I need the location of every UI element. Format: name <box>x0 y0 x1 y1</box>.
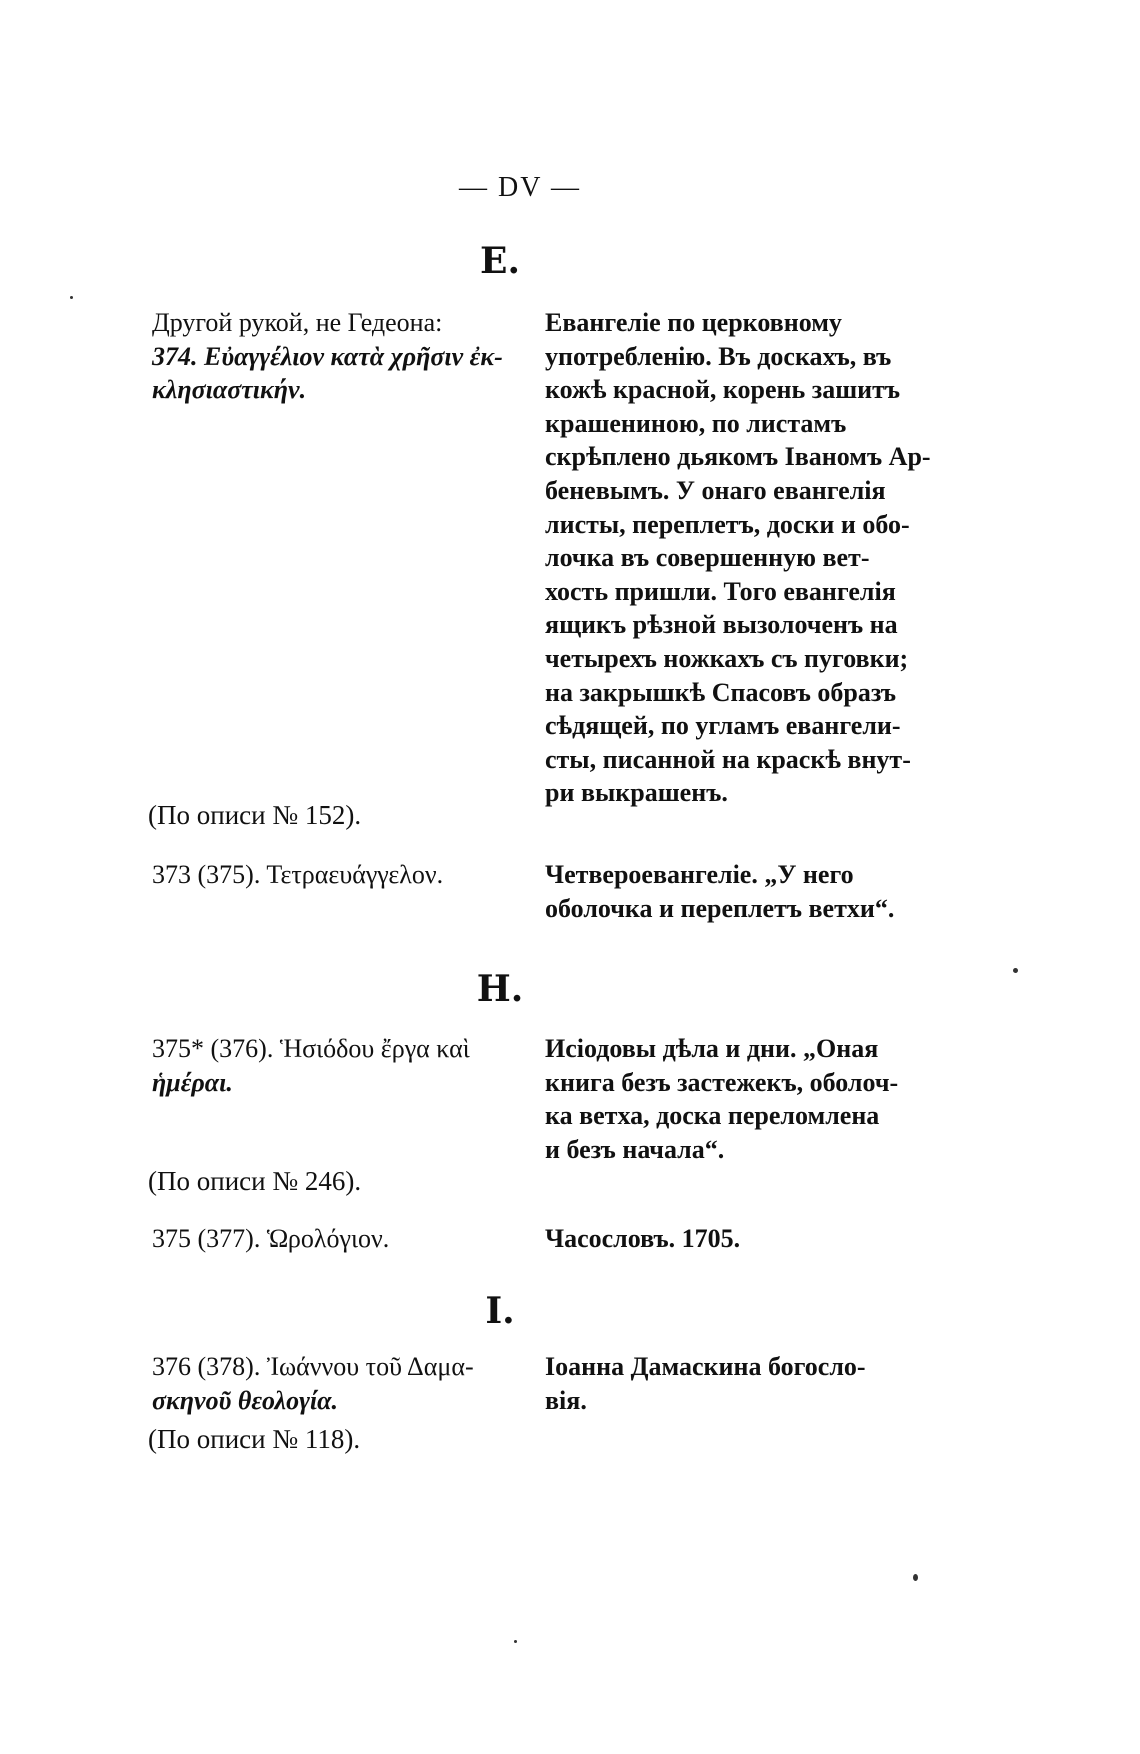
section-letter-e: E. <box>480 240 520 282</box>
text-line: ри выкрашенъ. <box>545 778 728 808</box>
entry-376-title <box>152 1350 522 1417</box>
entry-375-title <box>152 1222 522 1256</box>
entry-374-title <box>152 306 522 407</box>
greek-line: κλησιαστικήν. <box>152 375 307 405</box>
text-line: на закрышкѣ Спасовъ образъ <box>545 677 897 707</box>
ink-speck <box>70 296 73 299</box>
ink-speck <box>1013 968 1018 973</box>
inventory-reference: (По описи № 152). <box>148 800 362 830</box>
text-line: 375* (376). Ἡσιόδου ἔργα καὶ <box>152 1034 470 1063</box>
text-line: сѣдящей, по угламъ евангели- <box>545 711 901 741</box>
text-line: употребленію. Въ доскахъ, въ <box>545 341 892 371</box>
entry-375-star-description <box>545 1032 935 1166</box>
entry-375-description <box>545 1222 935 1256</box>
inventory-reference: (По описи № 118). <box>148 1424 361 1454</box>
text-line: кожѣ красной, корень зашитъ <box>545 375 901 405</box>
text-line: Іоанна Дамаскина богосло- <box>545 1352 866 1381</box>
text-line: скрѣплено дьякомъ Іваномъ Ар- <box>545 442 931 472</box>
text-line: Другой рукой, не Гедеона: <box>152 308 443 337</box>
text-line: хость пришли. Того евангелія <box>545 576 896 606</box>
text-line: лочка въ совершенную вет- <box>545 543 870 573</box>
text-line: сты, писанной на краскѣ внут- <box>545 744 911 774</box>
ink-speck <box>514 1640 517 1643</box>
entry-375-star-title <box>152 1032 522 1099</box>
text-line: ка ветха, доска переломлена <box>545 1101 880 1131</box>
inventory-reference: (По описи № 246). <box>148 1166 362 1196</box>
text-line: беневымъ. У онаго евангелія <box>545 475 886 505</box>
text-line: Исіодовы дѣла и дни. „Оная <box>545 1034 879 1063</box>
text-line: Четвероевангеліе. „У него <box>545 860 854 889</box>
entry-373-title <box>152 858 522 892</box>
text-line: Часословъ. 1705. <box>545 1224 741 1253</box>
text-line: вія. <box>545 1385 587 1415</box>
entry-373-description <box>545 858 935 925</box>
text-line: крашениною, по листамъ <box>545 408 847 438</box>
entry-374-description <box>545 306 935 810</box>
text-line: четырехъ ножкахъ съ пуговки; <box>545 643 909 673</box>
greek-line: 374. Εὐαγγέλιον κατὰ χρῆσιν ἐκ- <box>152 341 503 371</box>
entry-376-description <box>545 1350 935 1417</box>
text-line: листы, переплетъ, доски и обо- <box>545 509 910 539</box>
text-line: 375 (377). Ὡρολόγιον. <box>152 1224 390 1253</box>
page-number: — DV — <box>459 172 581 203</box>
greek-line: σκηνοῦ θεολογία. <box>152 1385 338 1415</box>
text-line: 376 (378). Ἰωάννου τοῦ Δαμα- <box>152 1352 474 1381</box>
greek-line: ἡμέραι. <box>152 1067 233 1097</box>
section-letter-h: H. <box>476 968 524 1010</box>
text-line: 373 (375). Τετραευάγγελον. <box>152 860 444 889</box>
text-line: ящикъ рѣзной вызолоченъ на <box>545 610 898 640</box>
section-letter-i: I. <box>485 1290 515 1332</box>
ink-speck <box>913 1574 918 1581</box>
text-line: и безъ начала“. <box>545 1134 725 1164</box>
text-line: Евангеліе по церковному <box>545 308 842 337</box>
text-line: книга безъ застежекъ, оболоч- <box>545 1067 899 1097</box>
text-line: оболочка и переплетъ ветхи“. <box>545 893 895 923</box>
